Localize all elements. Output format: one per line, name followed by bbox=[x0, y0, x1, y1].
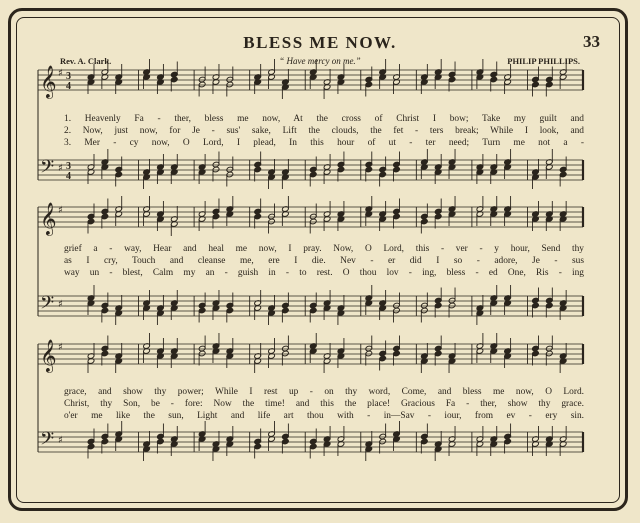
key-signature-sharp: ♯ bbox=[58, 435, 63, 446]
time-signature-top: 3 bbox=[66, 71, 71, 82]
bass-clef-icon: 𝄢 bbox=[40, 157, 55, 182]
lyric-line: Christ, thy Son, be - fore: Now the time! and this the place! Gracious Fa - ther, show thy grace. bbox=[64, 399, 584, 409]
page-number: 33 bbox=[583, 32, 600, 51]
time-signature-bottom: 4 bbox=[66, 81, 71, 92]
lyric-line: 1. Heavenly Fa - ther, bless me now, At the cross of Christ I bow; Take my guilt and bbox=[64, 114, 584, 124]
key-signature-sharp: ♯ bbox=[58, 342, 63, 353]
bass-clef-icon: 𝄢 bbox=[40, 293, 55, 318]
author-credit: Rev. A. Clark. bbox=[60, 56, 112, 66]
time-signature-bottom: 4 bbox=[66, 171, 71, 182]
lyric-line: grace, and show thy power; While I rest up - on thy word, Come, and bless me now, O Lord. bbox=[64, 387, 584, 397]
lyric-line: 2. Now, just now, for Je - sus' sake, Lift the clouds, the fet - ters break; While I look, and bbox=[64, 126, 584, 136]
key-signature-sharp: ♯ bbox=[58, 163, 63, 174]
hymn-title: BLESS ME NOW. bbox=[243, 33, 397, 52]
lyric-line: grief a - way, Hear and heal me now, I pray. Now, O Lord, this - ver - y hour, Send thy bbox=[64, 244, 584, 254]
treble-clef-icon: 𝄞 bbox=[40, 65, 57, 98]
hymn-subtitle: “ Have mercy on me.” bbox=[279, 56, 361, 66]
lyric-line: 3. Mer - cy now, O Lord, I plead, In this hour of ut - ter need; Turn me not a - bbox=[64, 138, 584, 148]
lyric-line: o'er me like the sun, Light and life art thou with - in—Sav - iour, from ev - ery sin. bbox=[64, 411, 584, 421]
key-signature-sharp: ♯ bbox=[58, 299, 63, 310]
treble-clef-icon: 𝄞 bbox=[40, 202, 57, 235]
time-signature-top: 3 bbox=[66, 161, 71, 172]
key-signature-sharp: ♯ bbox=[58, 205, 63, 216]
lyric-line: way un - blest, Calm my an - guish in - to rest. O thou lov - ing, bless - ed One, Ris - ing bbox=[64, 268, 584, 278]
treble-clef-icon: 𝄞 bbox=[40, 339, 57, 372]
lyric-line: as I cry, Touch and cleanse me, ere I die. Nev - er did I so - adore, Je - sus bbox=[64, 256, 584, 266]
bass-clef-icon: 𝄢 bbox=[40, 429, 55, 454]
composer-credit: PHILIP PHILLIPS. bbox=[507, 56, 580, 66]
key-signature-sharp: ♯ bbox=[58, 68, 63, 79]
